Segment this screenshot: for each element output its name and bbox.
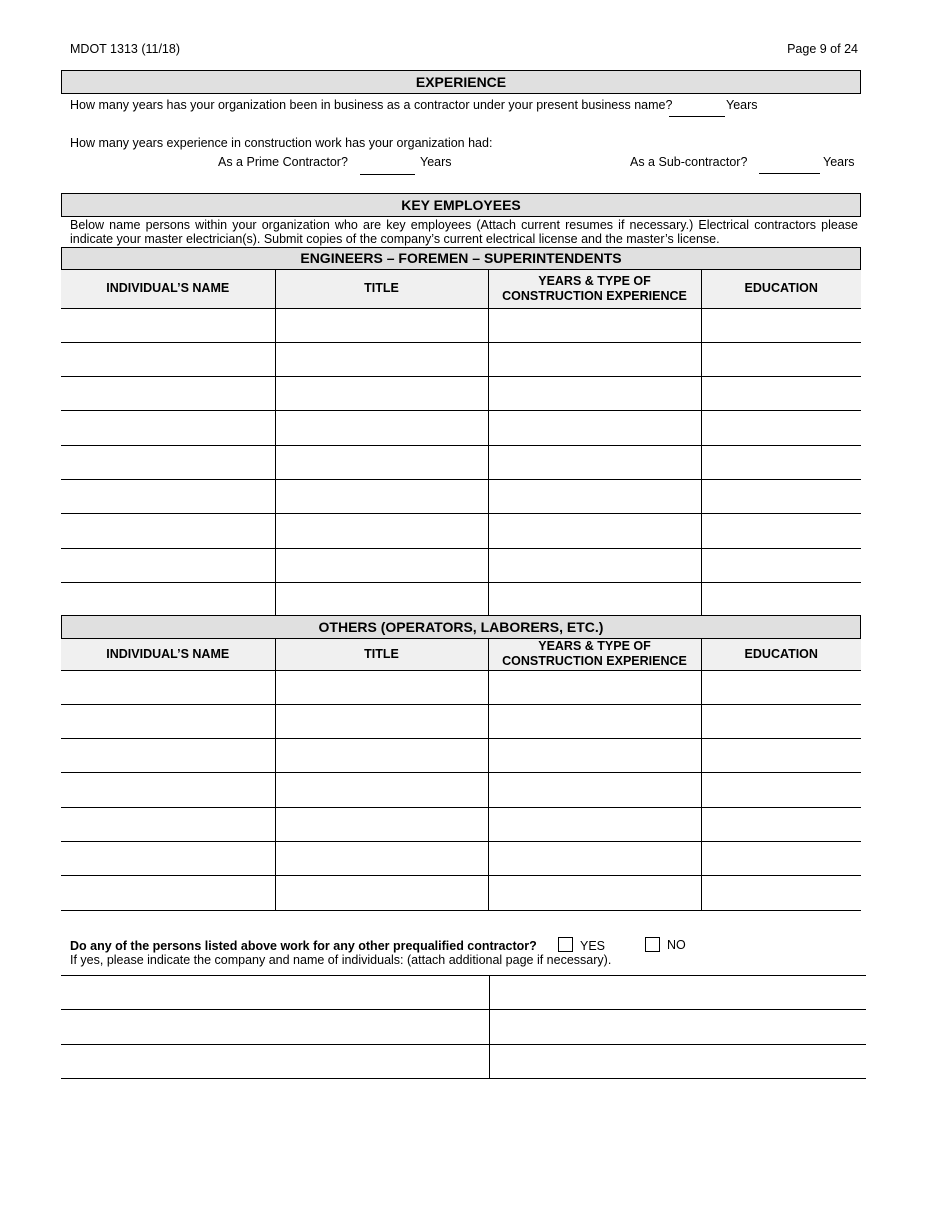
experience-cell[interactable] xyxy=(488,342,701,376)
answer-row xyxy=(61,1044,866,1078)
col-title: TITLE xyxy=(275,639,488,670)
title-cell[interactable] xyxy=(275,377,488,411)
other-row xyxy=(61,807,861,841)
individuals-cell[interactable] xyxy=(489,1010,866,1044)
other-contractor-answers xyxy=(61,975,866,1079)
engineer-row xyxy=(61,548,861,582)
yes-checkbox[interactable] xyxy=(558,937,573,952)
sub-years-unit: Years xyxy=(823,155,855,169)
name-cell[interactable] xyxy=(61,548,275,582)
others-heading: OTHERS (OPERATORS, LABORERS, ETC.) xyxy=(61,615,861,639)
other-contractor-followup: If yes, please indicate the company and name of individuals: (attach additional page if necessary). xyxy=(70,953,612,967)
title-cell[interactable] xyxy=(275,704,488,738)
education-cell[interactable] xyxy=(701,582,861,616)
name-cell[interactable] xyxy=(61,308,275,342)
others-table xyxy=(61,639,861,911)
page-number: Page 9 of 24 xyxy=(787,42,858,56)
engineer-row xyxy=(61,445,861,479)
no-label: NO xyxy=(667,938,686,952)
title-cell[interactable] xyxy=(275,670,488,704)
yes-label: YES xyxy=(580,939,606,953)
other-row xyxy=(61,841,861,875)
title-cell[interactable] xyxy=(275,739,488,773)
individuals-cell[interactable] xyxy=(489,976,866,1010)
engineer-row xyxy=(61,514,861,548)
name-cell[interactable] xyxy=(61,807,275,841)
title-cell[interactable] xyxy=(275,876,488,910)
education-cell[interactable] xyxy=(701,670,861,704)
col-education: EDUCATION xyxy=(701,639,861,670)
engineer-row xyxy=(61,342,861,376)
education-cell[interactable] xyxy=(701,548,861,582)
title-cell[interactable] xyxy=(275,773,488,807)
education-cell[interactable] xyxy=(701,411,861,445)
title-cell[interactable] xyxy=(275,582,488,616)
engineer-row xyxy=(61,308,861,342)
company-cell[interactable] xyxy=(61,1044,489,1078)
form-id: MDOT 1313 (11/18) xyxy=(70,42,181,56)
name-cell[interactable] xyxy=(61,514,275,548)
education-cell[interactable] xyxy=(701,342,861,376)
experience-cell[interactable] xyxy=(488,773,701,807)
title-cell[interactable] xyxy=(275,342,488,376)
answer-row xyxy=(61,976,866,1010)
education-cell[interactable] xyxy=(701,377,861,411)
name-cell[interactable] xyxy=(61,841,275,875)
key-employees-instructions: Below name persons within your organization who are key employees (Attach current resumes if necessary.) Electrical contractors please indicate your master electrician(s). Submit copies of the company’s current electrical license and the master’s license. xyxy=(70,218,858,246)
other-row xyxy=(61,739,861,773)
education-cell[interactable] xyxy=(701,841,861,875)
name-cell[interactable] xyxy=(61,704,275,738)
col-years-type-experience: YEARS & TYPE OF CONSTRUCTION EXPERIENCE xyxy=(488,639,701,670)
engineers-heading: ENGINEERS – FOREMEN – SUPERINTENDENTS xyxy=(61,247,861,270)
name-cell[interactable] xyxy=(61,377,275,411)
name-cell[interactable] xyxy=(61,876,275,910)
business-years-unit: Years xyxy=(726,98,758,112)
other-row xyxy=(61,670,861,704)
experience-cell[interactable] xyxy=(488,841,701,875)
education-cell[interactable] xyxy=(701,704,861,738)
education-cell[interactable] xyxy=(701,773,861,807)
experience-cell[interactable] xyxy=(488,411,701,445)
no-checkbox[interactable] xyxy=(645,937,660,952)
other-row xyxy=(61,704,861,738)
col-title: TITLE xyxy=(275,270,488,308)
other-row xyxy=(61,876,861,910)
title-cell[interactable] xyxy=(275,807,488,841)
experience-heading: EXPERIENCE xyxy=(61,70,861,94)
name-cell[interactable] xyxy=(61,342,275,376)
sub-contractor-years-field[interactable] xyxy=(759,173,820,174)
other-row xyxy=(61,773,861,807)
name-cell[interactable] xyxy=(61,773,275,807)
name-cell[interactable] xyxy=(61,670,275,704)
education-cell[interactable] xyxy=(701,739,861,773)
experience-cell[interactable] xyxy=(488,514,701,548)
education-cell[interactable] xyxy=(701,445,861,479)
business-years-field[interactable] xyxy=(669,116,725,117)
name-cell[interactable] xyxy=(61,411,275,445)
prime-contractor-label: As a Prime Contractor? xyxy=(218,155,348,169)
individuals-cell[interactable] xyxy=(489,1044,866,1078)
name-cell[interactable] xyxy=(61,445,275,479)
experience-cell[interactable] xyxy=(488,739,701,773)
title-cell[interactable] xyxy=(275,445,488,479)
experience-cell[interactable] xyxy=(488,704,701,738)
key-employees-heading: KEY EMPLOYEES xyxy=(61,193,861,217)
experience-cell[interactable] xyxy=(488,308,701,342)
title-cell[interactable] xyxy=(275,411,488,445)
business-years-question: How many years has your organization been in business as a contractor under your present business name? xyxy=(70,98,673,112)
company-cell[interactable] xyxy=(61,1010,489,1044)
experience-cell[interactable] xyxy=(488,582,701,616)
name-cell[interactable] xyxy=(61,739,275,773)
name-cell[interactable] xyxy=(61,479,275,513)
col-individual-name: INDIVIDUAL’S NAME xyxy=(61,639,275,670)
experience-cell[interactable] xyxy=(488,548,701,582)
company-cell[interactable] xyxy=(61,976,489,1010)
name-cell[interactable] xyxy=(61,582,275,616)
prime-contractor-years-field[interactable] xyxy=(360,174,415,175)
education-cell[interactable] xyxy=(701,479,861,513)
engineer-row xyxy=(61,411,861,445)
education-cell[interactable] xyxy=(701,308,861,342)
experience-cell[interactable] xyxy=(488,377,701,411)
col-individual-name: INDIVIDUAL’S NAME xyxy=(61,270,275,308)
other-contractor-question: Do any of the persons listed above work for any other prequalified contractor? xyxy=(70,939,537,953)
education-cell[interactable] xyxy=(701,876,861,910)
engineer-row xyxy=(61,377,861,411)
engineers-table xyxy=(61,270,861,617)
experience-cell[interactable] xyxy=(488,445,701,479)
col-education: EDUCATION xyxy=(701,270,861,308)
title-cell[interactable] xyxy=(275,514,488,548)
prime-years-unit: Years xyxy=(420,155,452,169)
construction-experience-question: How many years experience in construction work has your organization had: xyxy=(70,136,493,150)
title-cell[interactable] xyxy=(275,479,488,513)
experience-cell[interactable] xyxy=(488,479,701,513)
title-cell[interactable] xyxy=(275,548,488,582)
title-cell[interactable] xyxy=(275,841,488,875)
experience-cell[interactable] xyxy=(488,876,701,910)
engineer-row xyxy=(61,479,861,513)
education-cell[interactable] xyxy=(701,514,861,548)
col-years-type-experience: YEARS & TYPE OF CONSTRUCTION EXPERIENCE xyxy=(488,270,701,308)
education-cell[interactable] xyxy=(701,807,861,841)
title-cell[interactable] xyxy=(275,308,488,342)
answer-row xyxy=(61,1010,866,1044)
sub-contractor-label: As a Sub-contractor? xyxy=(630,155,748,169)
experience-cell[interactable] xyxy=(488,807,701,841)
experience-cell[interactable] xyxy=(488,670,701,704)
engineer-row xyxy=(61,582,861,616)
